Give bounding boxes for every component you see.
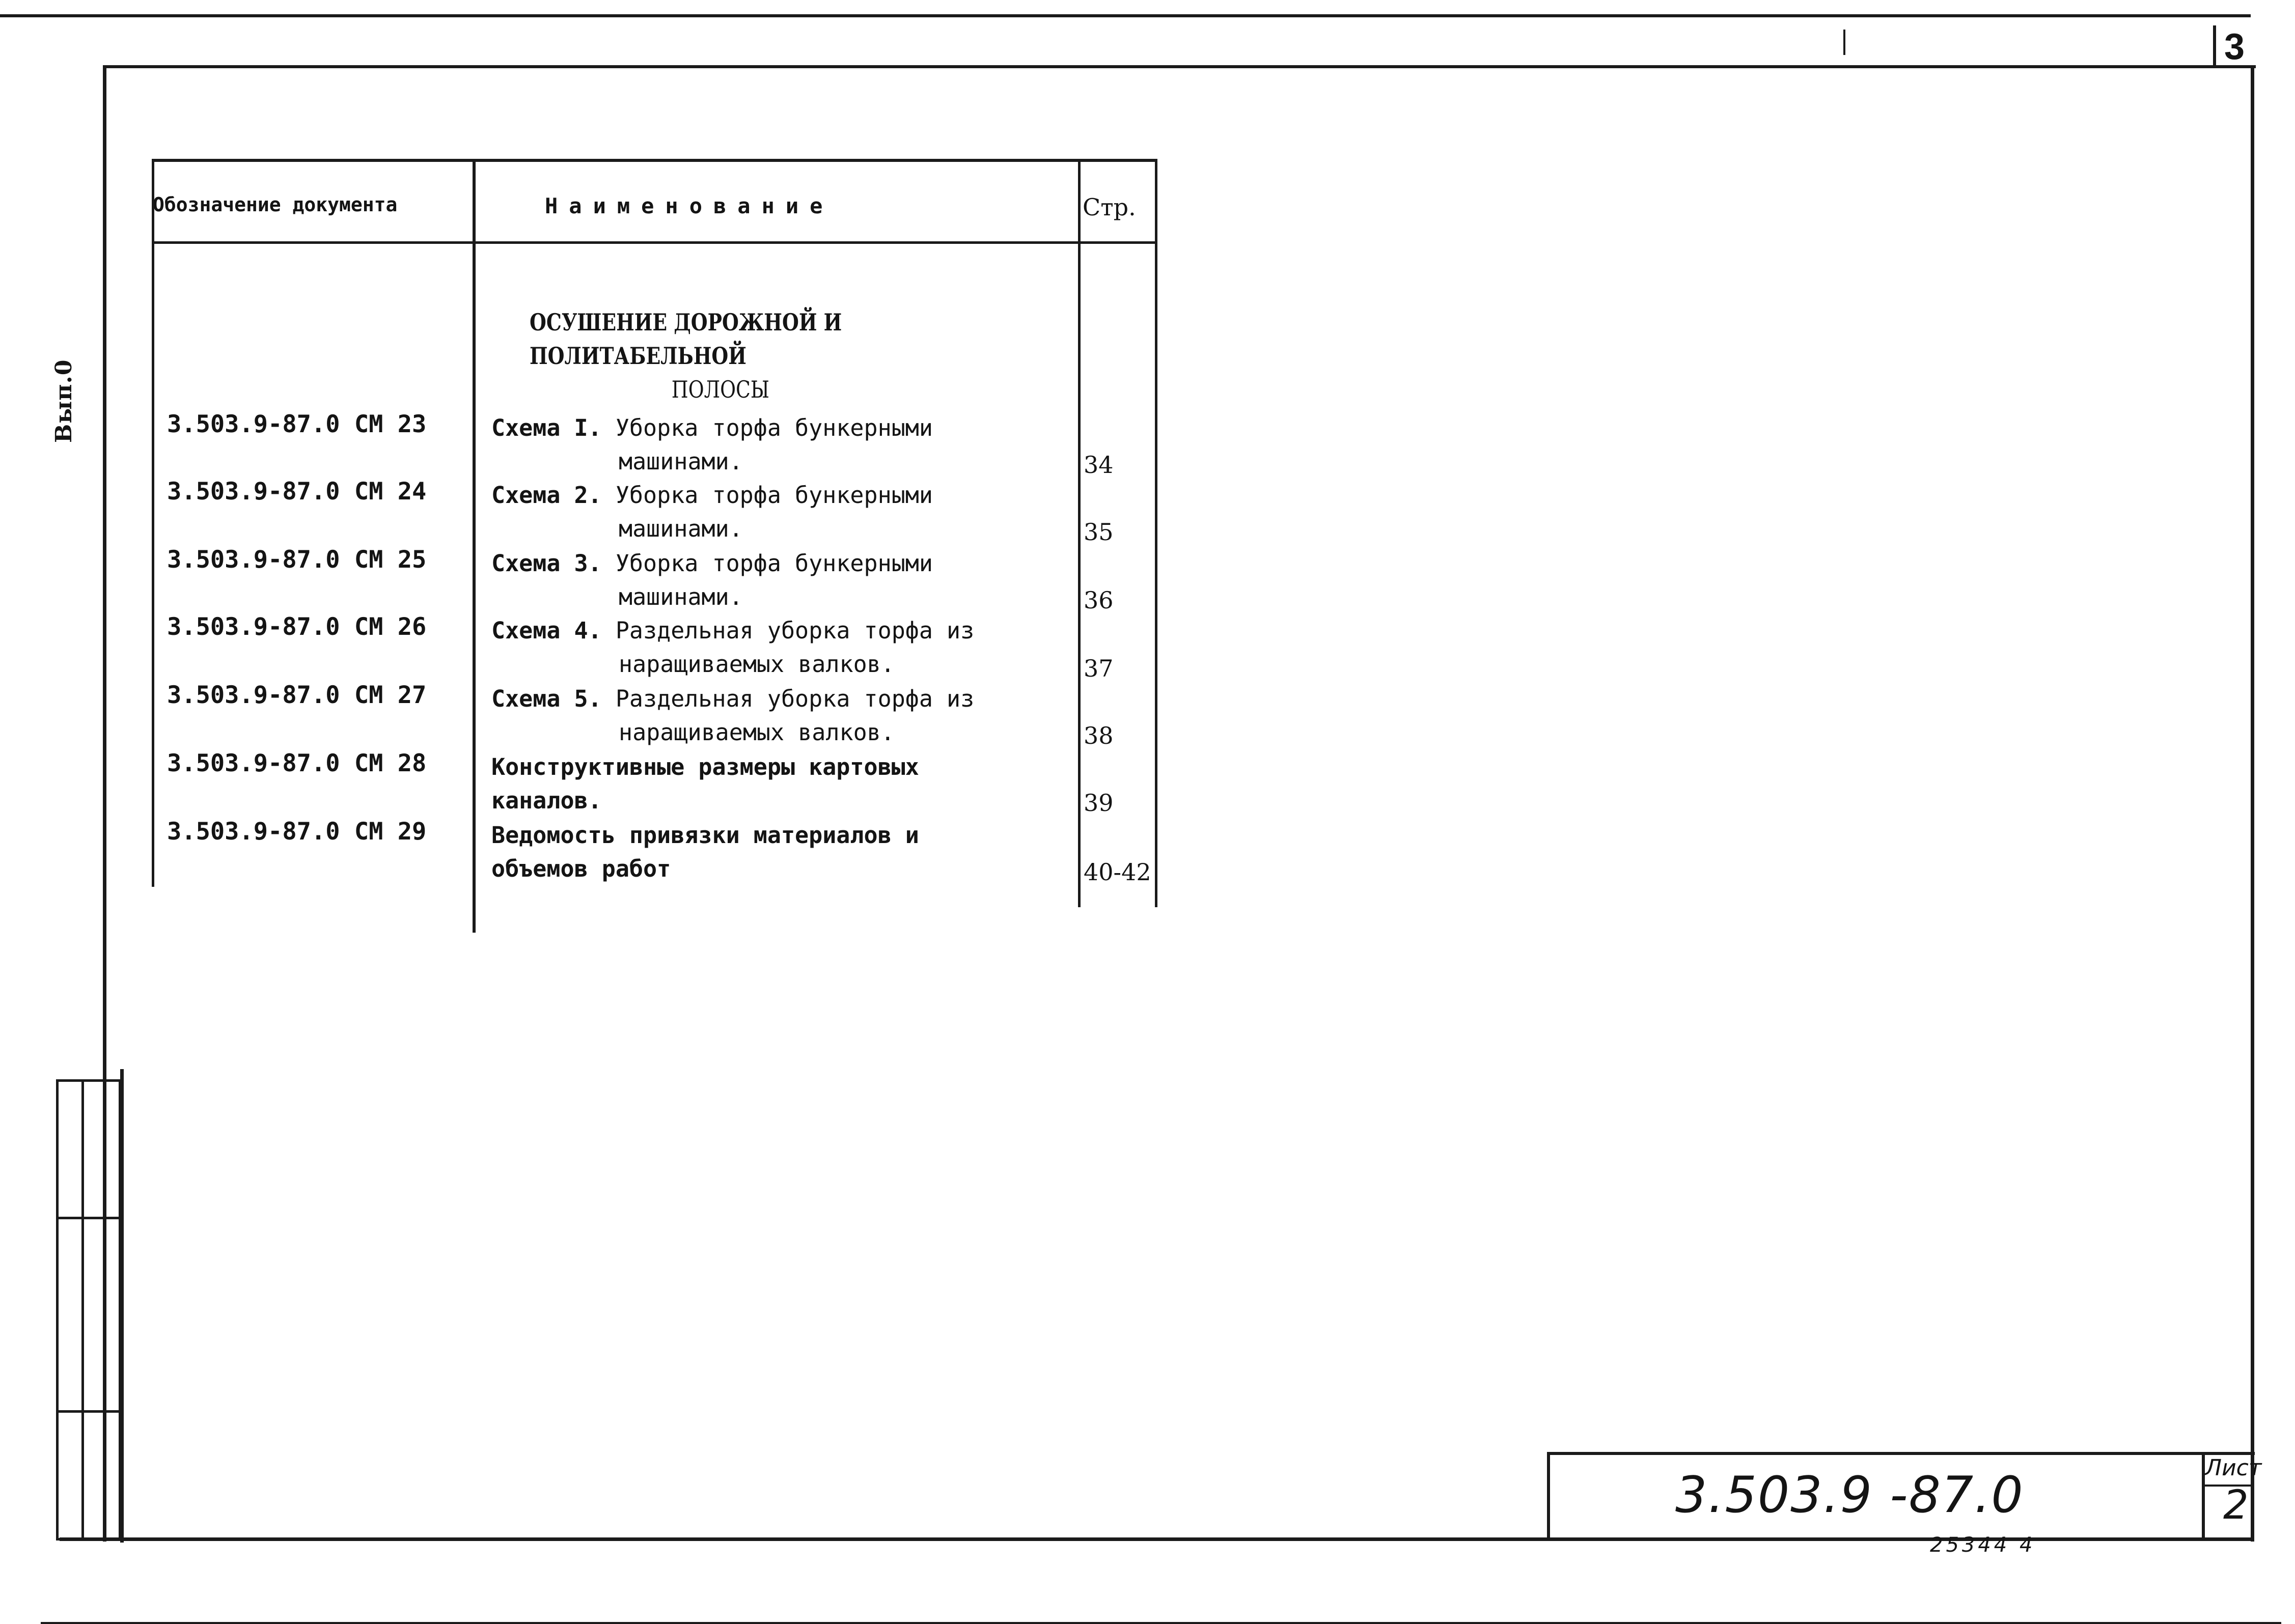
table-header-border (152, 241, 1157, 244)
row-line1: Раздельная уборка торфа из (615, 617, 975, 644)
stamp-strip (56, 1079, 121, 1541)
row-line2: машинами. (619, 448, 743, 475)
row-prefix: Схема 5. (491, 685, 602, 712)
row-line1: Раздельная уборка торфа из (615, 685, 975, 712)
tick-mark (1843, 30, 1845, 55)
row-line2: наращиваемых валков. (619, 651, 895, 678)
title-block-left (1547, 1452, 1550, 1538)
row-page: 35 (1084, 518, 1114, 546)
row-code: 3.503.9-87.0 СМ 28 (167, 749, 427, 777)
row-line2: объемов работ (491, 855, 671, 882)
row-page: 40-42 (1084, 858, 1151, 886)
row-code: 3.503.9-87.0 СМ 25 (167, 546, 427, 574)
header-designation: Обозначение документа (153, 193, 398, 216)
sheet-label: Лист (2205, 1455, 2262, 1481)
table-column-divider (473, 159, 476, 933)
row-prefix: Схема 3. (491, 550, 602, 577)
row-prefix: Схема 4. (491, 617, 602, 644)
document-number: 3.503.9 -87.0 (1675, 1466, 2024, 1524)
table-right-border (1155, 159, 1157, 907)
row-description (491, 547, 1077, 614)
header-name: Наименование (545, 193, 834, 218)
row-page: 37 (1084, 655, 1114, 682)
row-description (491, 479, 1077, 546)
side-label: Вып.0 (51, 359, 77, 443)
row-line1: Ведомость привязки материалов и (491, 822, 919, 849)
row-code: 3.503.9-87.0 СМ 26 (167, 613, 427, 641)
row-code: 3.503.9-87.0 СМ 24 (167, 478, 427, 506)
row-line1: Конструктивные размеры картовых (491, 753, 919, 780)
row-page: 39 (1084, 789, 1114, 817)
row-line1: Уборка торфа бункерными (615, 414, 933, 441)
row-description (491, 750, 1077, 818)
row-line2: каналов. (491, 787, 602, 814)
row-description (491, 614, 1077, 681)
row-line1: Уборка торфа бункерными (615, 482, 933, 509)
row-code: 3.503.9-87.0 СМ 29 (167, 818, 427, 846)
row-line2: наращиваемых валков. (619, 719, 895, 746)
row-line2: машинами. (619, 515, 743, 542)
stamp-strip-row-line (56, 1410, 121, 1413)
row-description (491, 411, 1077, 479)
row-description (491, 682, 1077, 749)
table-left-border (152, 159, 154, 887)
section-title (530, 305, 981, 406)
frame-right (2251, 65, 2254, 1542)
table-column-divider (1078, 159, 1081, 907)
header-page: Стр. (1083, 193, 1136, 221)
stamp-strip-row-line (56, 1217, 121, 1219)
archive-number: 25344 4 (1930, 1533, 2036, 1557)
row-code: 3.503.9-87.0 СМ 23 (167, 410, 427, 438)
row-prefix: Схема 2. (491, 482, 602, 509)
row-line1: Уборка торфа бункерными (615, 550, 933, 577)
row-description (491, 819, 1077, 886)
row-line2: машинами. (619, 583, 743, 610)
sheet-corner-number: 3 (2213, 25, 2253, 66)
bottom-border-line (41, 1622, 2281, 1624)
title-block-top (1547, 1452, 2255, 1455)
row-page: 38 (1084, 722, 1114, 749)
row-prefix: Схема I. (491, 414, 602, 441)
top-border-line (0, 14, 2251, 17)
row-page: 36 (1084, 586, 1114, 614)
row-code: 3.503.9-87.0 СМ 27 (167, 681, 427, 709)
sheet-number: 2 (2223, 1482, 2249, 1528)
frame-top (103, 65, 2256, 68)
row-page: 34 (1084, 451, 1114, 479)
section-title-line2: ПОЛОСЫ (671, 376, 770, 403)
frame-bottom (60, 1537, 2254, 1541)
table-top-border (152, 159, 1157, 162)
section-title-line1: ОСУШЕНИЕ ДОРОЖНОЙ И ПОЛИТАБЕЛЬНОЙ (530, 309, 842, 370)
stamp-strip-divider (81, 1079, 84, 1541)
